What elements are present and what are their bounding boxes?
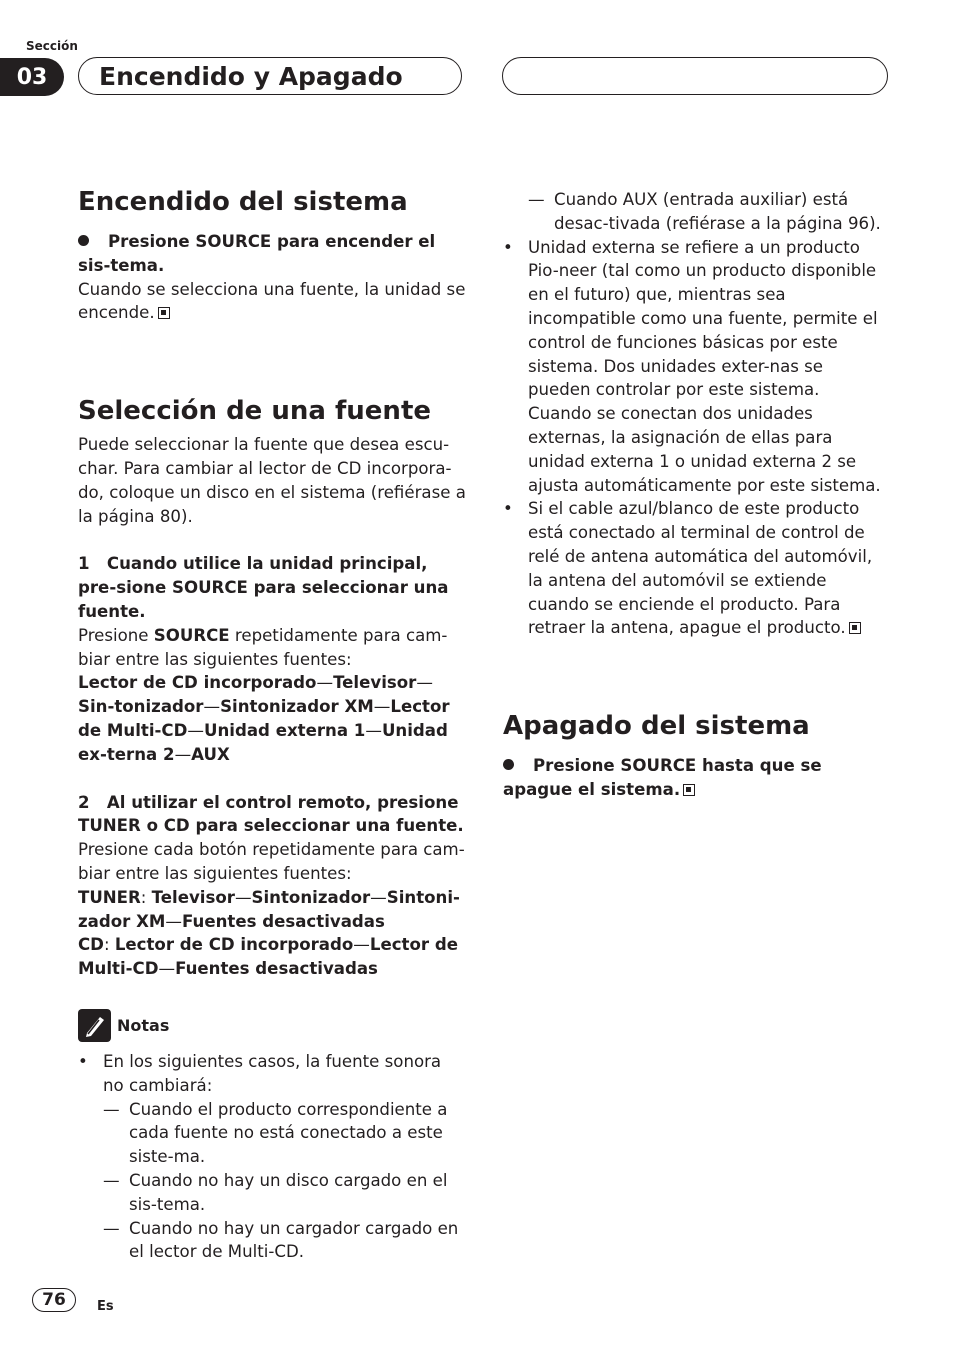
header-empty-box <box>502 57 888 95</box>
page-number: 76 <box>32 1288 76 1312</box>
seleccion-intro: Puede seleccionar la fuente que desea escu-char. Para cambiar al lector de CD incorpora-do, coloque un disco en el sistema (refiérase a la página 80). <box>78 435 466 526</box>
right-column <box>503 188 888 802</box>
note-subitem: — Cuando AUX (entrada auxiliar) está desac-tivada (refiérase a la página 96). <box>528 190 881 233</box>
note-subitem: — Cuando no hay un disco cargado en el sis-tema. <box>103 1170 448 1214</box>
note-subitem: — Cuando el producto correspondiente a cada fuente no está conectado a este siste-ma. <box>103 1099 448 1167</box>
note-item: • Unidad externa se refiere a un producto Pio-neer (tal como un producto disponible en el futuro) que, mientras sea incompatible como una fuente, permite el control de funciones básicas por este sistema. Dos unidades exter-nas se pueden controlar por este sistema. Cuando se conectan dos unidades externas, la asignación de ellas para unidad externa 1 o unidad externa 2 se ajusta automáticamente por este sistema. <box>503 237 881 495</box>
note-subitem: — Cuando no hay un cargador cargado en el lector de Multi-CD. <box>103 1218 459 1262</box>
bullet-dot-icon <box>503 759 514 770</box>
section-title: Encendido y Apagado <box>78 57 462 95</box>
note-item: • Si el cable azul/blanco de este producto está conectado al terminal de control de relé de antena automática del automóvil, la antena del automóvil se extiende cuando se enciende el producto. Para retraer la antena, apague el producto. <box>503 499 873 638</box>
apagado-instruction: Presione SOURCE hasta que se apague el sistema. <box>503 756 822 799</box>
pencil-note-icon <box>78 1009 111 1042</box>
tuner-source-list: TUNER: Televisor—Sintonizador—Sintoni-zador XM—Fuentes desactivadas <box>78 887 460 931</box>
heading-seleccion: Selección de una fuente <box>78 396 432 427</box>
end-mark-icon <box>849 622 861 634</box>
end-mark-icon <box>683 784 695 796</box>
step-1-heading: 1 Cuando utilice la unidad principal, pre-sione SOURCE para seleccionar una fuente. <box>78 554 449 621</box>
section-label: Sección <box>26 39 78 53</box>
end-mark-icon <box>158 307 170 319</box>
notes-header <box>78 1009 466 1042</box>
language-code: Es <box>97 1299 114 1314</box>
heading-encendido: Encendido del sistema <box>78 187 408 217</box>
heading-apagado: Apagado del sistema <box>503 711 810 742</box>
step-1-source-list: Lector de CD incorporado—Televisor—Sin-tonizador—Sintonizador XM—Lector de Multi-CD—Unidad externa 1—Unidad ex-terna 2—AUX <box>78 673 450 764</box>
section-number-tab: 03 <box>0 58 64 96</box>
step-2-heading: 2 Al utilizar el control remoto, presione TUNER o CD para seleccionar una fuente. <box>78 792 464 836</box>
step-2-body: Presione cada botón repetidamente para cam-biar entre las siguientes fuentes: <box>78 840 465 883</box>
left-column <box>78 186 466 1264</box>
encendido-body: Cuando se selecciona una fuente, la unidad se encende. <box>78 279 466 323</box>
step-1-body: Presione SOURCE repetidamente para cam-biar entre las siguientes fuentes: <box>78 625 448 669</box>
bullet-dot-icon <box>78 235 89 246</box>
cd-source-list: CD: Lector de CD incorporado—Lector de Multi-CD—Fuentes desactivadas <box>78 935 458 979</box>
encendido-instruction: Presione SOURCE para encender el sis-tema. <box>78 232 436 275</box>
notes-title: Notas <box>117 1015 170 1035</box>
notes-list <box>78 1050 466 1264</box>
note-item: • En los siguientes casos, la fuente sonora no cambiará: <box>78 1051 442 1095</box>
